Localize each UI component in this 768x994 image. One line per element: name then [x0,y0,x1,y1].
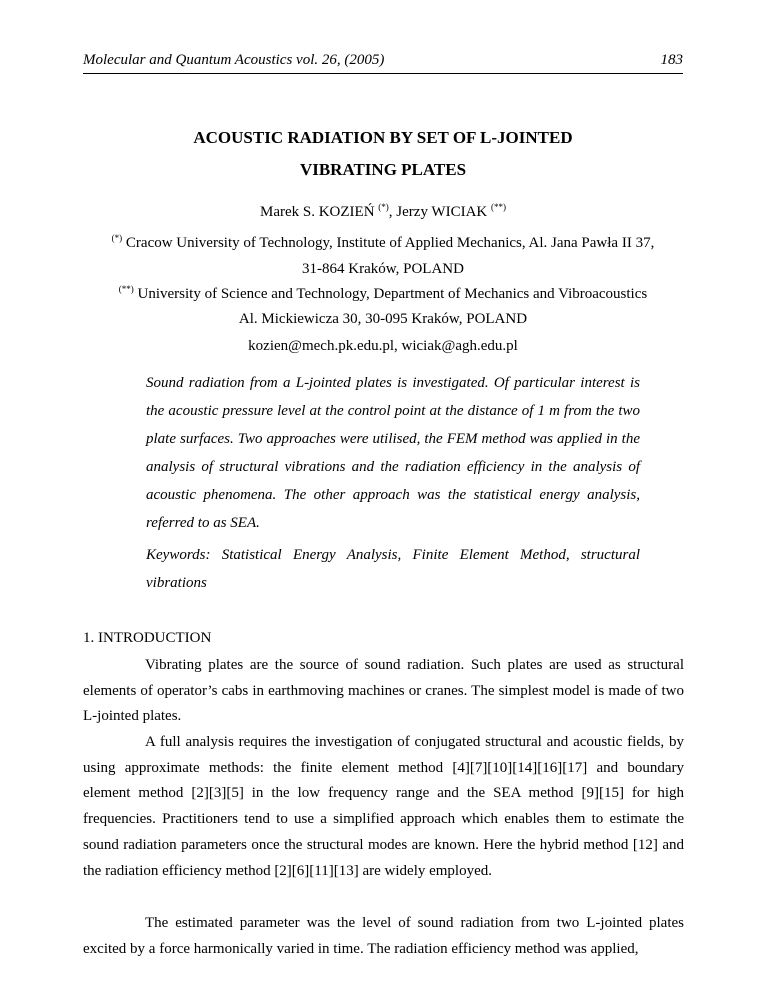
section-heading: 1. INTRODUCTION [83,630,212,646]
author-1-mark: (*) [378,202,389,212]
affiliation-2-text: University of Science and Technology, Department of Mechanics and Vibroacoustics [133,286,648,302]
affiliation-1-line-1 [83,235,683,252]
paragraph-3: The estimated parameter was the level of sound radiation from two L-jointed plates excited by a force harmonically varied in time. The radiation efficiency method was applied, [83,915,684,957]
author-1: Marek S. KOZIEŃ [259,204,375,220]
paper-title-line-2: VIBRATING PLATES [299,160,467,179]
paragraph-2: A full analysis requires the investigation of conjugated structural and acoustic fields, by using approximate methods: the finite element method [4][7][10][14][16][17] and boundary element method [2][3][5] in the low frequency range and the SEA method [9][15] for high frequencies. Practitioners tend to use a simplified approach which enables them to estimate the sound radiation parameters once the structural modes are known. Here the hybrid method [12] and the radiation efficiency method [2][6][11][13] are widely employed. [83,734,684,879]
keywords: Keywords: Statistical Energy Analysis, Finite Element Method, structural vibrations [146,547,640,591]
author-2: Jerzy WICIAK [396,204,488,220]
paragraph-1: Vibrating plates are the source of sound radiation. Such plates are used as structural elements of operator’s cabs in earthmoving machines or cranes. The simplest model is made of two L-jointed plates. [83,657,684,725]
affiliation-2-line-1 [83,286,683,303]
page-number: 183 [660,52,683,68]
abstract: Sound radiation from a L-jointed plates is investigated. Of particular interest is the acoustic pressure level at the control point at the distance of 1 m from the two plate surfaces. Two approaches were utilised, the FEM method was applied in the analysis of structural vibrations and the radiation efficiency in the analysis of acoustic phenomena. The other approach was the statistical energy analysis, referred to as SEA. [146,375,640,531]
author-2-mark: (**) [491,202,506,212]
author-separator: , [388,204,397,220]
running-header [83,52,683,69]
affiliation-2-mark: (**) [118,284,134,294]
journal-name: Molecular and Quantum Acoustics vol. 26, (2005) [83,52,385,68]
header-rule [83,73,683,74]
paper-title-line-1: ACOUSTIC RADIATION BY SET OF L-JOINTED [193,128,573,147]
affiliation-1-mark: (*) [111,233,123,243]
author-emails: kozien@mech.pk.edu.pl, wiciak@agh.edu.pl [248,338,518,354]
affiliation-1-text: Cracow University of Technology, Institute of Applied Mechanics, Al. Jana Pawła II 37, [122,235,655,251]
affiliation-2-line-2: Al. Mickiewicza 30, 30-095 Kraków, POLAND [238,311,528,327]
author-line [83,204,683,221]
affiliation-1-line-2: 31-864 Kraków, POLAND [302,261,464,277]
